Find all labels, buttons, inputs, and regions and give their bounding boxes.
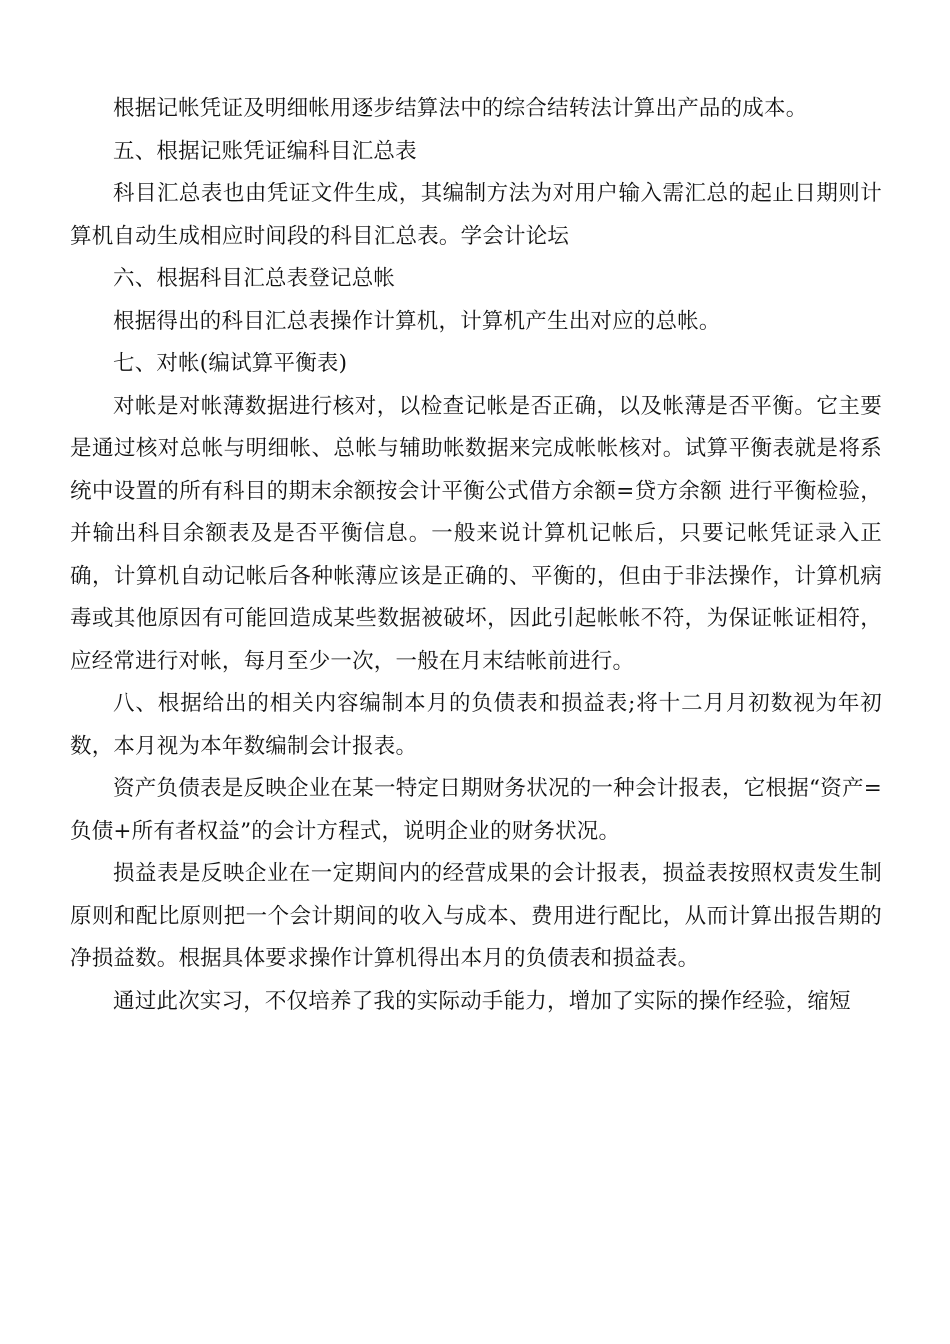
paragraph-balance-sheet: 资产负债表是反映企业在某一特定日期财务状况的一种会计报表，它根据“资产=负债+所有者权益”的会计方程式，说明企业的财务状况。 (70, 776, 882, 844)
heading-section-8: 八、根据给出的相关内容编制本月的负债表和损益表;将十二月月初数视为年初数，本月视为本年数编制会计报表。 (70, 691, 882, 759)
paragraph-conclusion: 通过此次实习，不仅培养了我的实际动手能力，增加了实际的操作经验，缩短 (113, 988, 851, 1014)
paragraph-summary-table: 科目汇总表也由凭证文件生成，其编制方法为对用户输入需汇总的起止日期则计算机自动生成相应时间段的科目汇总表。学会计论坛 (70, 181, 882, 249)
paragraph-product-cost: 根据记帐凭证及明细帐用逐步结算法中的综合结转法计算出产品的成本。 (113, 96, 808, 121)
paragraph-reconciliation: 对帐是对帐薄数据进行核对，以检查记帐是否正确，以及帐薄是否平衡。它主要是通过核对总帐与明细帐、总帐与辅助帐数据来完成帐帐核对。试算平衡表就是将系统中设置的所有科目的期末余额按会计平衡公式借方余额=贷方余额 进行平衡检验，并输出科目余额表及是否平衡信息。一般来说计算机记帐后，只要记帐凭证录入正确，计算机自动记帐后各种帐薄应该是正确的、平衡的，但由于非法操作，计算机病毒或其他原因有可能回造成某些数据被破坏，因此引起帐帐不符，为保证帐证相符，应经常进行对帐，每月至少一次，一般在月末结帐前进行。 (70, 393, 882, 674)
paragraph-income-statement: 损益表是反映企业在一定期间内的经营成果的会计报表，损益表按照权责发生制原则和配比原则把一个会计期间的收入与成本、费用进行配比，从而计算出报告期的净损益数。根据具体要求操作计算机得出本月的负债表和损益表。 (70, 861, 882, 971)
heading-section-6: 六、根据科目汇总表登记总帐 (113, 266, 396, 291)
heading-section-7: 七、对帐(编试算平衡表) (113, 351, 348, 376)
document-body (70, 88, 882, 1023)
heading-section-5: 五、根据记账凭证编科目汇总表 (113, 138, 417, 164)
paragraph-general-ledger: 根据得出的科目汇总表操作计算机，计算机产生出对应的总帐。 (113, 308, 721, 334)
